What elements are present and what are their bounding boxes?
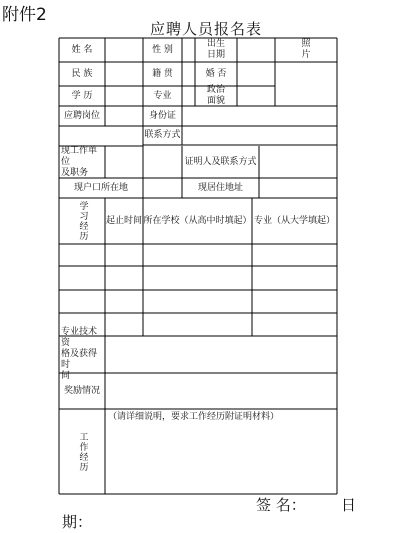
- date-day-label: 日: [341, 496, 357, 514]
- label-awards: 奖励情况: [63, 385, 100, 396]
- label-hukou-location: 现户口所在地: [73, 182, 128, 193]
- label-qualifications: 专业技术资 格及获得时 间: [61, 327, 98, 381]
- label-education: 学 历: [71, 90, 93, 101]
- date-period-label: 期：: [62, 513, 93, 531]
- label-contact: 联系方式: [144, 130, 181, 140]
- label-gender: 性 别: [152, 44, 173, 55]
- work-history-note: （请详细说明，要求工作经历附证明材料）: [108, 411, 280, 422]
- label-reference-contact: 证明人及联系方式: [184, 156, 257, 167]
- label-ethnicity: 民 族: [71, 68, 93, 79]
- label-position: 应聘岗位: [63, 110, 100, 121]
- label-marital-status: 婚 否: [205, 68, 227, 79]
- label-name: 姓 名: [71, 44, 93, 55]
- form-title: 应聘人员报名表: [150, 20, 263, 38]
- label-study-history: 学习经历: [77, 201, 88, 241]
- label-major: 专业: [153, 90, 172, 101]
- label-birth-date: 出生 日期: [206, 39, 225, 60]
- label-school: 所在学校（从高中时填起）: [143, 215, 252, 226]
- label-work-history: 工作经历: [77, 431, 88, 472]
- label-current-employer: 现工作单位 及职务: [61, 145, 98, 178]
- label-id-card: 身份证: [148, 110, 176, 121]
- label-political-status: 政治 面貌: [206, 85, 225, 106]
- signature-label: 签 名：: [256, 496, 306, 514]
- label-photo: 照 片: [301, 39, 311, 60]
- label-current-address: 现居住地址: [197, 182, 243, 193]
- label-period: 起止时间: [105, 215, 142, 226]
- annex-label: 附件2: [2, 5, 47, 25]
- label-major-from-university: 专业（从大学填起）: [253, 215, 335, 226]
- label-native-place: 籍 贯: [152, 68, 173, 79]
